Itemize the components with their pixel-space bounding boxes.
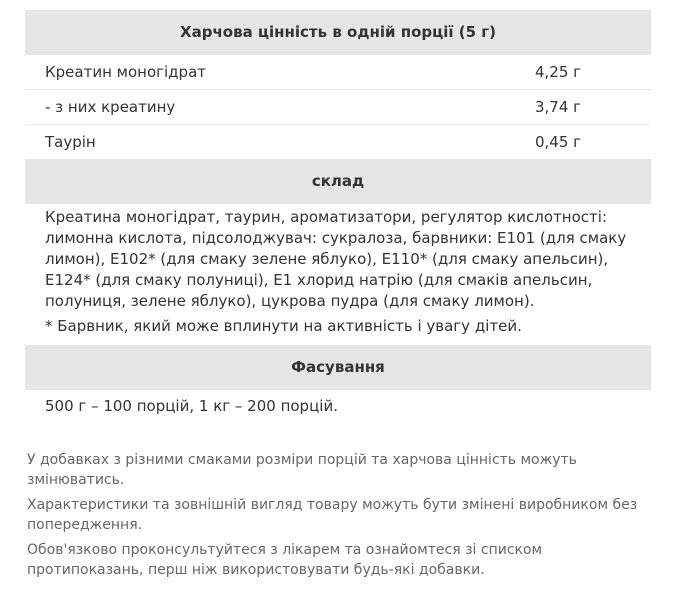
nutrition-row-value: 4,25 г <box>535 63 582 81</box>
nutrition-row <box>25 90 651 125</box>
nutrition-row-value: 0,45 г <box>535 133 582 151</box>
nutrition-row-label: Таурін <box>45 133 96 151</box>
nutrition-row-label: - з них креатину <box>45 98 176 116</box>
packaging-header: Фасування <box>25 345 651 390</box>
disclaimer-notes <box>27 450 652 585</box>
disclaimer-note: У добавках з різними смаками розміри порцій та харчова цінність можуть змінюватись. <box>27 452 577 488</box>
nutrition-row <box>25 55 651 90</box>
composition-text: Креатина моногідрат, таурин, ароматизатори, регулятор кислотності: лимонна кислота, підсолоджувач: сукралоза, барвники: Е101 (для смаку лимон), Е102* (для смаку зелене яблуко), Е110* (для смаку апельсин), Е124* (для смаку полуниці), Е1 хлорид натрію (для смаків апельсин, полуниця, зелене яблуко), цукрова пудра (для смаку лимон). <box>45 208 627 310</box>
nutrition-row <box>25 125 651 159</box>
nutrition-table <box>25 10 651 425</box>
composition-header: склад <box>25 159 651 204</box>
disclaimer-note: Обов'язково проконсультуйтеся з лікарем та ознайомтеся зі списком протипоказань, перш ніж використовувати будь-які добавки. <box>27 542 543 578</box>
nutrition-header: Харчова цінність в одній порції (5 г) <box>25 10 651 55</box>
disclaimer-note: Характеристики та зовнішній вигляд товару можуть бути змінені виробником без попередження. <box>27 497 638 533</box>
packaging-text: 500 г – 100 порцій, 1 кг – 200 порцій. <box>45 397 338 415</box>
nutrition-row-label: Креатин моногідрат <box>45 63 207 81</box>
nutrition-row-value: 3,74 г <box>535 98 582 116</box>
colorant-note: * Барвник, який може вплинути на активність і увагу дітей. <box>45 317 522 335</box>
